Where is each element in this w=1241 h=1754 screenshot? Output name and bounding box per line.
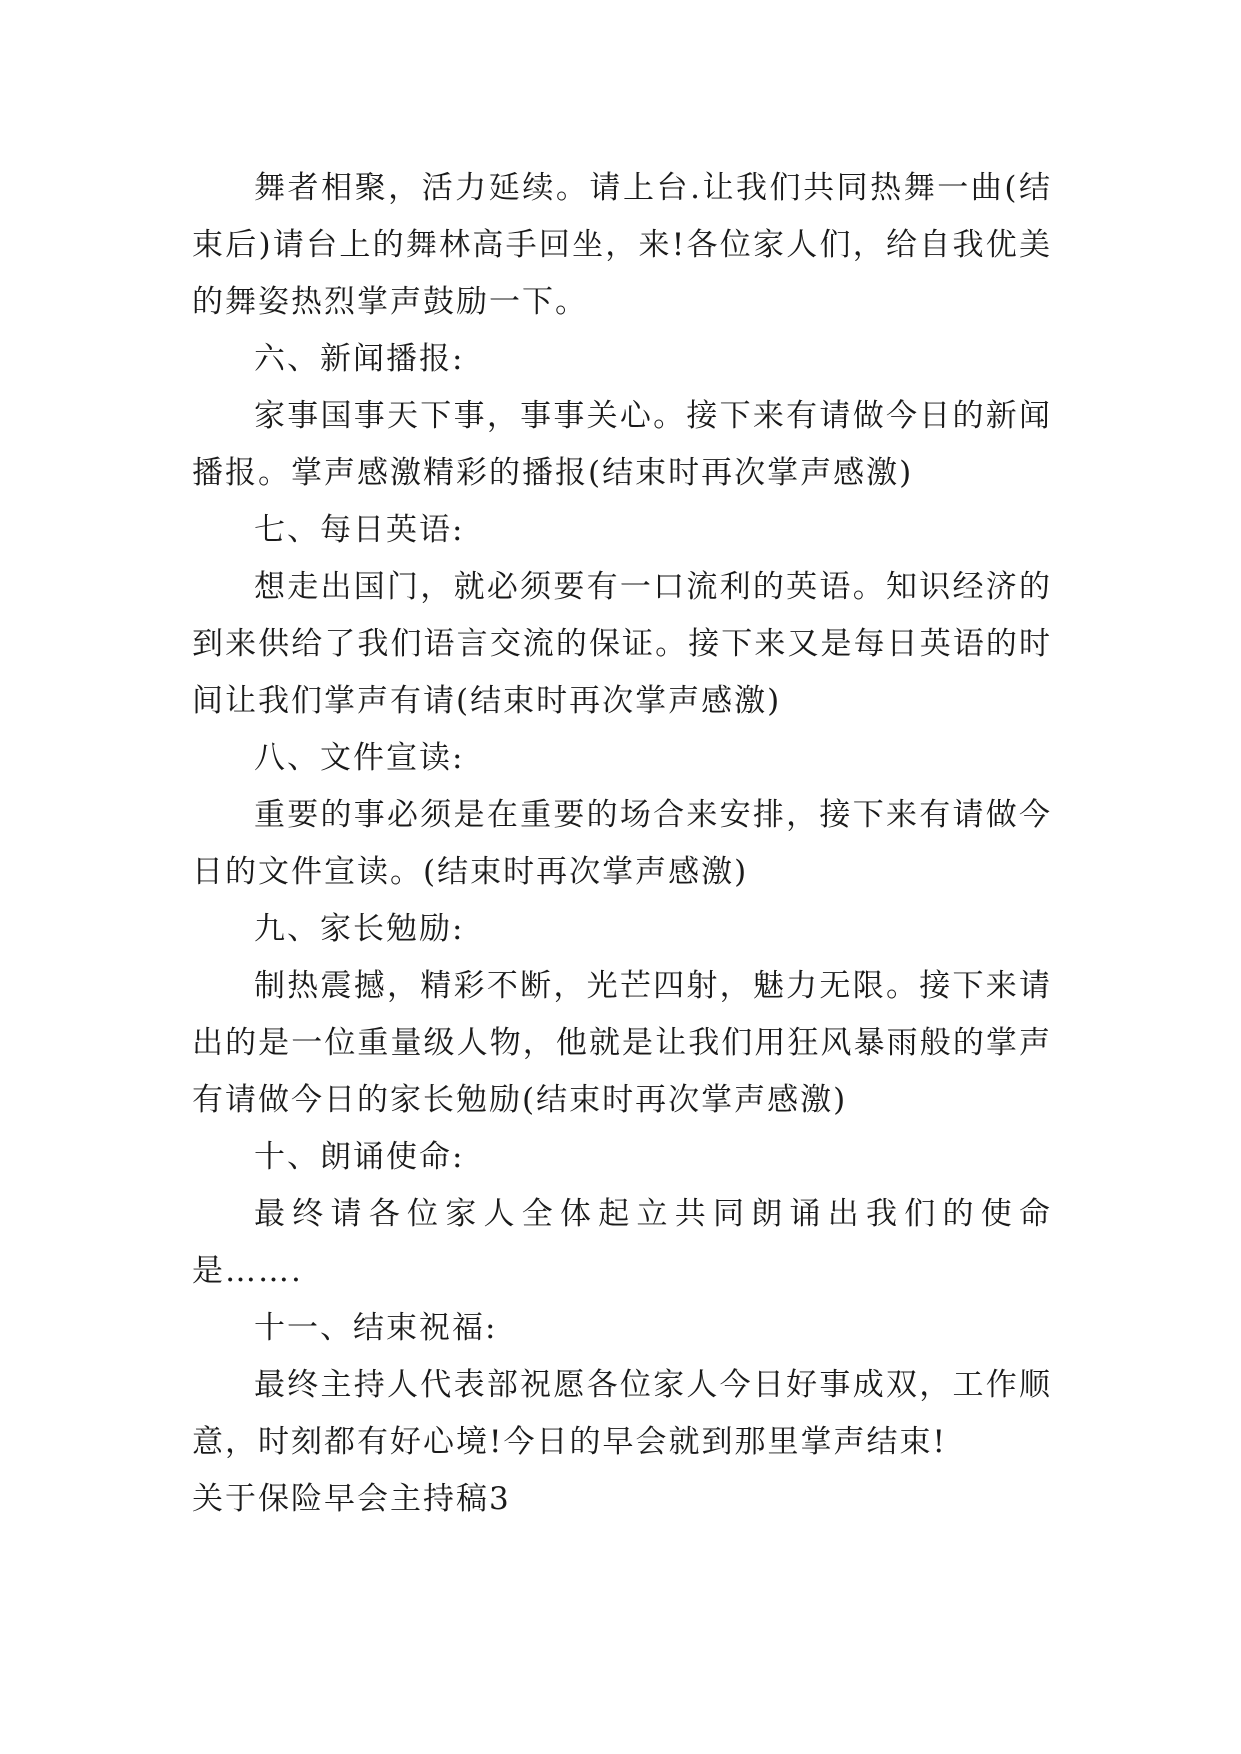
section-heading-mission-recital: 十、朗诵使命:: [254, 1139, 465, 1175]
paragraph-english: 想走出国门，就必须要有一口流利的英语。知识经济的到来供给了我们语言交流的保证。接下来又是每日英语的时间让我们掌声有请(结束时再次掌声感激): [192, 569, 1052, 719]
document-body: [192, 160, 1052, 1528]
paragraph-closing-blessing: 最终主持人代表部祝愿各位家人今日好事成双，工作顺意，时刻都有好心境!今日的早会就到那里掌声结束!: [192, 1367, 1052, 1460]
section-heading-closing-blessing: 十一、结束祝福:: [254, 1310, 498, 1346]
section-heading-news: 六、新闻播报:: [254, 341, 465, 377]
paragraph-parent-encouragement: 制热震撼，精彩不断，光芒四射，魅力无限。接下来请出的是一位重量级人物，他就是让我们用狂风暴雨般的掌声有请做今日的家长勉励(结束时再次掌声感激): [192, 968, 1052, 1118]
paragraph-mission-recital: 最终请各位家人全体起立共同朗诵出我们的使命是…….: [192, 1196, 1052, 1289]
section-heading-parent-encouragement: 九、家长勉励:: [254, 911, 465, 947]
paragraph-news: 家事国事天下事，事事关心。接下来有请做今日的新闻播报。掌声感激精彩的播报(结束时再次掌声感激): [192, 398, 1052, 491]
next-document-title: 关于保险早会主持稿3: [192, 1481, 511, 1517]
section-heading-document-reading: 八、文件宣读:: [254, 740, 465, 776]
section-heading-english: 七、每日英语:: [254, 512, 465, 548]
paragraph-document-reading: 重要的事必须是在重要的场合来安排，接下来有请做今日的文件宣读。(结束时再次掌声感激): [192, 797, 1052, 890]
paragraph-dance: 舞者相聚，活力延续。请上台.让我们共同热舞一曲(结束后)请台上的舞林高手回坐，来!各位家人们，给自我优美的舞姿热烈掌声鼓励一下。: [192, 170, 1052, 320]
